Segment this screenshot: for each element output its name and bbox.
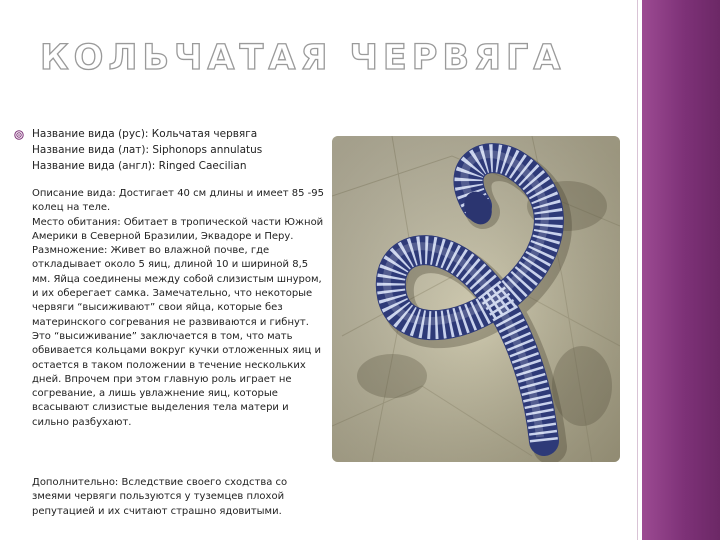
description-paragraph xyxy=(32,187,324,216)
caecilian-illustration xyxy=(332,136,620,462)
name-english: Название вида (англ): Ringed Caecilian xyxy=(32,160,247,172)
side-accent-bar xyxy=(642,0,720,540)
additional-info xyxy=(32,476,324,519)
additional-text: Вследствие своего сходства со змеями червяги пользуются у туземцев плохой репутацией и их считают страшно ядовитыми. xyxy=(32,477,288,517)
slide-title: КОЛЬЧАТАЯ ЧЕРВЯГА xyxy=(40,38,566,78)
caecilian-photo xyxy=(332,136,620,462)
additional-label: Дополнительно: xyxy=(32,477,119,488)
species-details xyxy=(32,187,324,430)
habitat-label: Место обитания: xyxy=(32,216,121,228)
habitat-text: Обитает в тропической части Южной Америки в Северной Бразилии, Эквадоре и Перу. xyxy=(32,216,324,242)
name-latin: Название вида (лат): Siphonops annulatus xyxy=(32,144,263,156)
description-text: Достигает 40 см длины и имеет 85 -95 колец на теле. xyxy=(32,188,324,214)
reproduction-paragraph xyxy=(32,244,324,430)
species-names xyxy=(32,126,332,174)
side-divider xyxy=(637,0,638,540)
description-label: Описание вида: xyxy=(32,188,116,199)
reproduction-text: Живет во влажной почве, где откладывает около 5 яиц, длиной 10 и шириной 8,5 мм. Яйца соединены между собой слизистым шнуром, и их оберегает самка. Замечательно, что некоторые червяги “высиживают” свои яйца, которые без материнского согревания не развиваются и гибнут. Это “высиживание” заключается в том, что мать обвивается кольцами вокруг кучки отложенных яиц и остается в таком положении в течение нескольких дней. Впрочем при этом главную роль играет не согревание, а лишь увлажнение яиц, которые всасывают слизистые выделения тела матери и сильно разбухают. xyxy=(32,245,322,428)
name-russian: Название вида (рус): Кольчатая червяга xyxy=(32,128,258,140)
habitat-paragraph xyxy=(32,216,324,245)
reproduction-label: Размножение: xyxy=(32,245,108,257)
additional-paragraph xyxy=(32,476,324,519)
target-bullet-icon xyxy=(14,130,24,140)
